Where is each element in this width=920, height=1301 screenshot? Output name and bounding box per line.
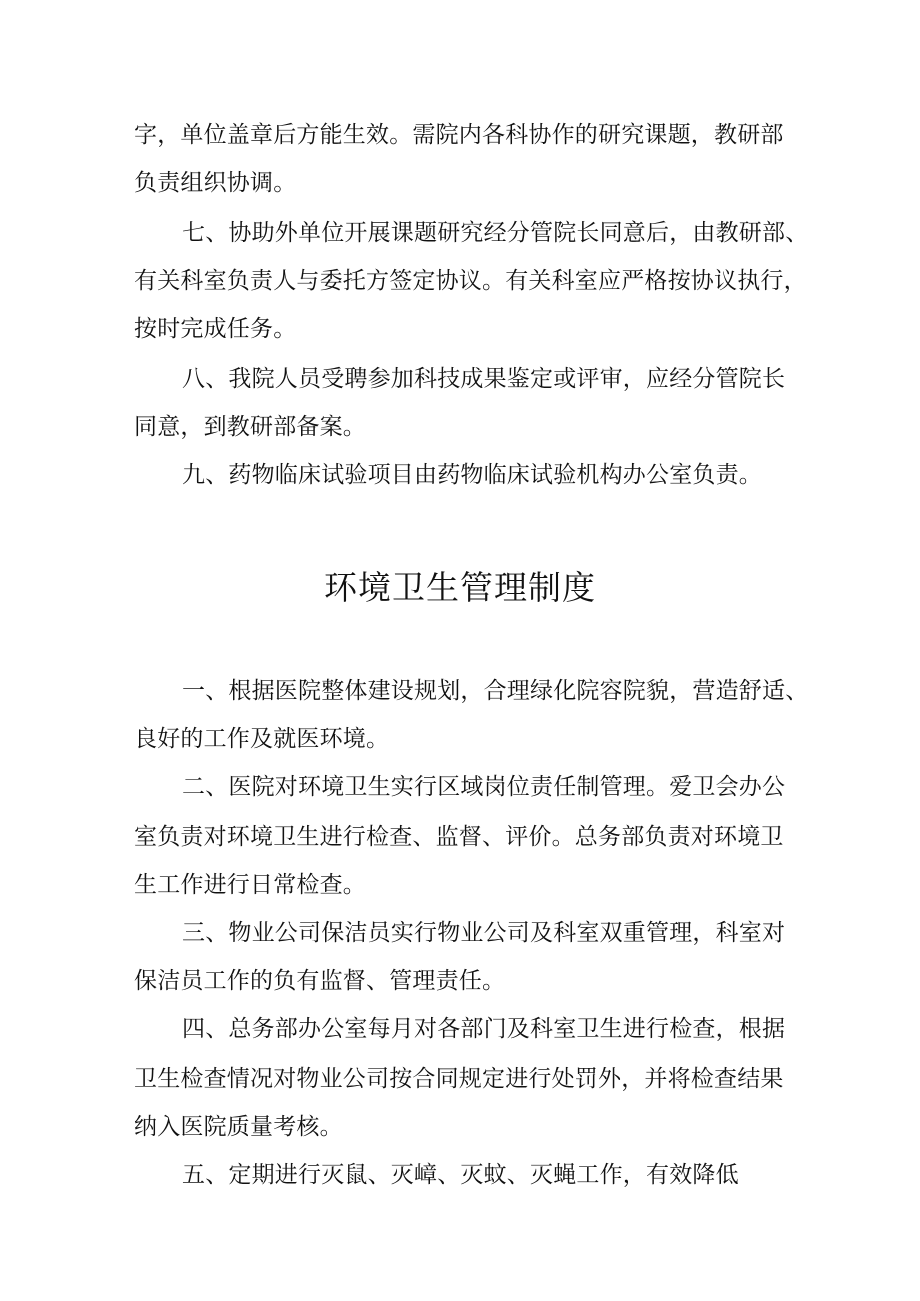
text-line: 卫生检查情况对物业公司按合同规定进行处罚外，并将检查结果	[134, 1066, 784, 1092]
text-line: 同意，到教研部备案。	[134, 414, 366, 440]
text-line: 四、总务部办公室每月对各部门及科室卫生进行检查，根据	[182, 1016, 786, 1042]
text-line: 八、我院人员受聘参加科技成果鉴定或评审，应经分管院长	[182, 366, 786, 392]
text-line: 负责组织协调。	[134, 170, 297, 196]
text-line: 字，单位盖章后方能生效。需院内各科协作的研究课题，教研部	[134, 122, 784, 148]
text-line: 二、医院对环境卫生实行区域岗位责任制管理。爱卫会办公	[182, 774, 786, 800]
text-line: 保洁员工作的负有监督、管理责任。	[134, 968, 506, 994]
text-line: 室负责对环境卫生进行检查、监督、评价。总务部负责对环境卫	[134, 824, 784, 850]
text-line: 七、协助外单位开展课题研究经分管院长同意后，由教研部、	[182, 220, 809, 246]
text-line: 一、根据医院整体建设规划，合理绿化院容院貌，营造舒适、	[182, 678, 809, 704]
text-line: 生工作进行日常检查。	[134, 872, 366, 898]
text-line: 三、物业公司保洁员实行物业公司及科室双重管理，科室对	[182, 920, 786, 946]
text-line: 九、药物临床试验项目由药物临床试验机构办公室负责。	[182, 462, 762, 488]
section-title: 环境卫生管理制度	[324, 568, 596, 607]
text-line: 有关科室负责人与委托方签定协议。有关科室应严格按协议执行，	[134, 268, 807, 294]
text-line: 良好的工作及就医环境。	[134, 726, 390, 752]
text-line: 纳入医院质量考核。	[134, 1114, 343, 1140]
text-line: 按时完成任务。	[134, 316, 297, 342]
text-line: 五、定期进行灭鼠、灭嶂、灭蚊、灭蝇工作，有效降低	[182, 1162, 739, 1188]
